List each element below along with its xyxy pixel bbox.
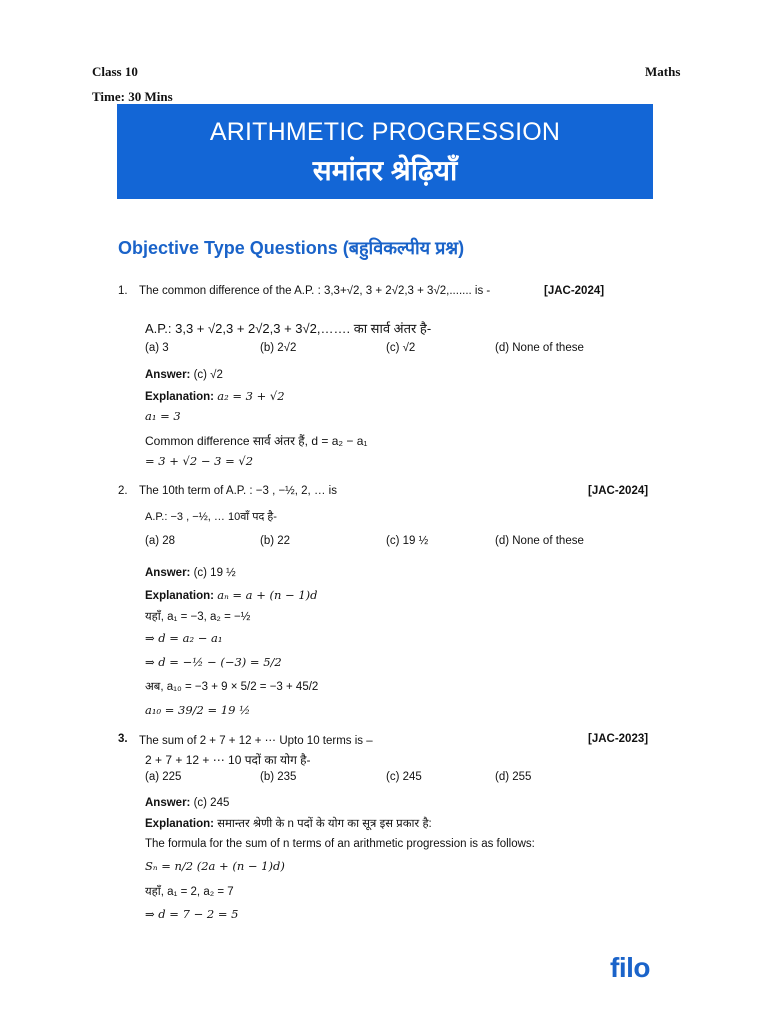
title-banner [117,104,653,199]
q1-option-b: (b) 2√2 [260,342,297,354]
q2-option-a: (a) 28 [145,535,176,547]
q3-number: 3. [118,733,128,745]
q2-explanation [145,588,318,602]
q2-line-1: यहाँ, a₁ = −3, a₂ = −½ [145,611,251,623]
q1-answer [145,369,223,381]
q1-line-2: Common difference सार्व अंतर हैं, d = a₂ − a₁ [145,434,368,448]
time-label: Time: 30 Mins [92,89,173,104]
q3-answer [145,797,229,809]
q2-line-3: ⇒ d = −½ − (−3) = 5/2 [145,655,282,669]
q3-line-1: The formula for the sum of n terms of an arithmetic progression is as follows: [145,838,535,850]
class-label: Class 10 [92,64,138,79]
answer-label: Answer: [145,369,191,381]
q3-option-d: (d) 255 [495,771,532,783]
answer-value: (c) 245 [193,797,230,809]
title-english: ARITHMETIC PROGRESSION [209,118,561,146]
q2-line-4: अब, a₁₀ = −3 + 9 × 5/2 = −3 + 45/2 [145,681,319,693]
q2-option-b: (b) 22 [260,535,291,547]
explanation-label: Explanation: [145,818,215,830]
answer-value: (c) 19 ½ [193,567,236,579]
subject-label: Maths [645,64,681,79]
section-title: Objective Type Questions (बहुविकल्पीय प्रश्न) [118,238,465,258]
q2-text: The 10th term of A.P. : −3 , −½, 2, … is [139,485,337,497]
q1-tag: [JAC-2024] [544,285,605,297]
q2-line-2: ⇒ d = a₂ − a₁ [145,631,223,645]
q1-line-1: a₁ = 3 [145,409,181,423]
answer-label: Answer: [145,797,191,809]
q2-tag: [JAC-2024] [588,485,649,497]
q3-explanation [145,816,432,831]
q2-option-c: (c) 19 ½ [386,535,429,547]
explanation-label: Explanation: [145,590,215,602]
q3-text: The sum of 2 + 7 + 12 + ⋯ Upto 10 terms is – [139,735,373,747]
q1-line-3: = 3 + √2 − 3 = √2 [145,454,254,468]
q3-option-a: (a) 225 [145,771,182,783]
explanation-text: a₂ = 3 + √2 [217,389,285,403]
answer-value: (c) √2 [193,369,223,381]
q1-hindi: A.P.: 3,3 + √2,3 + 2√2,3 + 3√2,……. का सार्व अंतर है- [145,321,432,336]
q1-text: The common difference of the A.P. : 3,3+√2, 3 + 2√2,3 + 3√2,....... is - [139,285,491,297]
explanation-text: aₙ = a + (n − 1)d [217,588,318,602]
q2-line-5: a₁₀ = 39/2 = 19 ½ [145,703,251,717]
explanation-text: समान्तर श्रेणी के n पदों के योग का सूत्र इस प्रकार है: [217,818,432,830]
filo-logo: filo [610,952,650,983]
answer-label: Answer: [145,567,191,579]
q3-option-c: (c) 245 [386,771,422,783]
q3-tag: [JAC-2023] [588,733,649,745]
q2-option-d: (d) None of these [495,535,584,547]
q2-answer [145,567,236,579]
q3-hindi: 2 + 7 + 12 + ⋯ 10 पदों का योग है- [145,753,311,767]
q3-line-4: ⇒ d = 7 − 2 = 5 [145,907,239,921]
q1-explanation [145,389,285,403]
q1-number: 1. [118,285,128,297]
q3-line-3: यहाँ, a₁ = 2, a₂ = 7 [145,886,234,898]
q1-option-c: (c) √2 [386,342,416,354]
explanation-label: Explanation: [145,391,215,403]
title-hindi: समांतर श्रेढ़ियाँ [312,155,458,186]
q1-option-d: (d) None of these [495,342,584,354]
q3-option-b: (b) 235 [260,771,297,783]
q2-number: 2. [118,485,128,497]
q2-hindi: A.P.: −3 , −½, … 10वाँ पद है- [145,511,277,523]
q1-option-a: (a) 3 [145,342,169,354]
q3-line-2: Sₙ = n/2 (2a + (n − 1)d) [145,859,285,873]
